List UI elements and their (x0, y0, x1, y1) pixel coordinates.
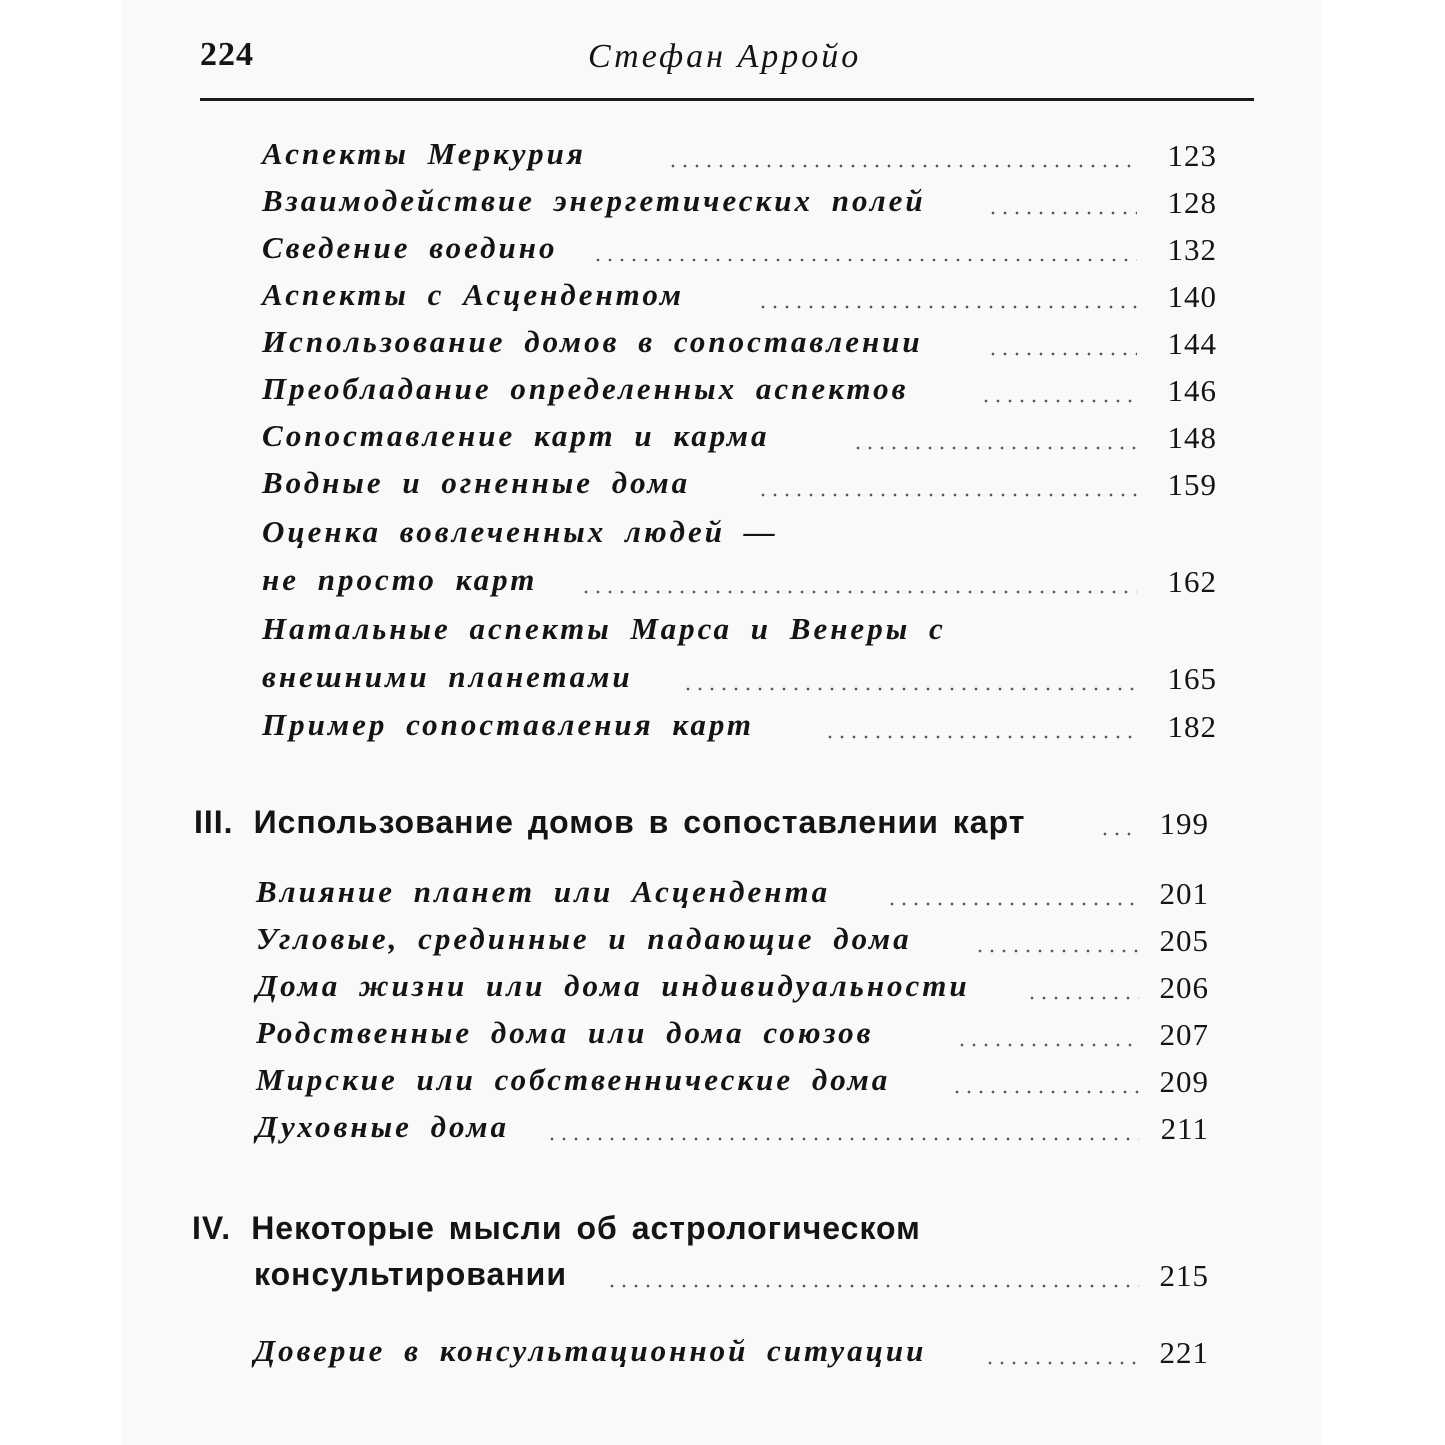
toc-entry-title: Водные и огненные дома (262, 465, 691, 500)
toc-page-number: 182 (1167, 709, 1217, 744)
toc-page-number: 159 (1167, 467, 1217, 502)
chapter-title-text: Некоторые мысли об астрологическом (251, 1210, 921, 1246)
toc-entry[interactable] (262, 659, 1217, 703)
dot-leader (980, 399, 1137, 403)
page-number: 224 (200, 36, 254, 73)
toc-entry-title: Аспекты с Асцендентом (262, 277, 684, 312)
toc-entry-title: Родственные дома или дома союзов (256, 1015, 874, 1050)
toc-entry-title: Оценка вовлеченных людей — (262, 514, 778, 549)
toc-entry[interactable] (254, 1333, 1209, 1377)
dot-leader (757, 305, 1137, 309)
toc-page-number: 144 (1167, 326, 1217, 361)
toc-page-number: 140 (1167, 279, 1217, 314)
toc-entry[interactable] (256, 1109, 1209, 1153)
toc-entry-title: не просто карт (262, 562, 538, 597)
toc-entry[interactable] (256, 874, 1209, 918)
dot-leader (984, 1361, 1139, 1365)
toc-page-number: 211 (1160, 1111, 1209, 1146)
toc-entry-title: Взаимодействие энергетических полей (262, 183, 926, 218)
toc-chapter-title (194, 804, 1025, 841)
toc-entry-line1[interactable] (262, 611, 1217, 655)
dot-leader (606, 1284, 1139, 1288)
dot-leader (667, 164, 1137, 168)
dot-leader (682, 687, 1137, 691)
toc-chapter-3[interactable] (194, 804, 1209, 848)
toc-entry-line1[interactable] (262, 514, 1217, 558)
toc-entry-title: Влияние планет или Асцендента (256, 874, 831, 909)
toc-entry[interactable] (256, 1062, 1209, 1106)
dot-leader (886, 902, 1139, 906)
toc-chapter-title: консультировании (254, 1256, 567, 1292)
toc-page-number: 221 (1159, 1335, 1209, 1370)
toc-entry-title: Натальные аспекты Марса и Венеры с (262, 611, 946, 646)
toc-page-number: 128 (1167, 185, 1217, 220)
running-head-author: Стефан Арройо (588, 38, 862, 75)
toc-entry-title: Сведение воедино (262, 230, 558, 265)
toc-entry[interactable] (262, 324, 1217, 368)
toc-page-number: 123 (1167, 138, 1217, 173)
toc-entry[interactable] (262, 136, 1217, 180)
toc-entry[interactable] (262, 277, 1217, 321)
toc-chapter-title (192, 1210, 921, 1247)
toc-entry[interactable] (262, 183, 1217, 227)
toc-entry[interactable] (262, 230, 1217, 274)
toc-entry-title: Дома жизни или дома индивидуальности (256, 968, 970, 1003)
chapter-title-text: Использование домов в сопоставлении карт (253, 804, 1026, 840)
toc-entry-title: Доверие в консультационной ситуации (254, 1333, 927, 1368)
toc-page-number: 162 (1167, 564, 1217, 599)
dot-leader (987, 211, 1137, 215)
toc-entry-title: Сопоставление карт и карма (262, 418, 770, 453)
toc-entry[interactable] (262, 465, 1217, 509)
toc-page-number: 206 (1159, 970, 1209, 1005)
toc-entry[interactable] (262, 562, 1217, 606)
toc-entry-title: Использование домов в сопоставлении (262, 324, 923, 359)
toc-page-number: 215 (1159, 1258, 1209, 1293)
toc-page-number: 201 (1159, 876, 1209, 911)
toc-chapter-4-line1[interactable] (192, 1210, 1209, 1254)
toc-page-number: 209 (1159, 1064, 1209, 1099)
toc-entry[interactable] (256, 1015, 1209, 1059)
toc-entry-title: Пример сопоставления карт (262, 707, 755, 742)
dot-leader (592, 258, 1137, 262)
toc-entry-title: внешними планетами (262, 659, 633, 694)
dot-leader (987, 352, 1137, 356)
dot-leader (546, 1137, 1139, 1141)
dot-leader (580, 590, 1137, 594)
dot-leader (852, 446, 1137, 450)
toc-page-number: 132 (1167, 232, 1217, 267)
toc-chapter-4[interactable] (254, 1256, 1209, 1300)
toc-entry-title: Аспекты Меркурия (262, 136, 586, 171)
toc-entry-title: Мирские или собственнические дома (256, 1062, 891, 1097)
dot-leader (974, 949, 1139, 953)
toc-entry[interactable] (262, 418, 1217, 462)
dot-leader (1026, 996, 1139, 1000)
toc-page-number: 146 (1167, 373, 1217, 408)
chapter-number: III. (194, 804, 234, 840)
dot-leader (956, 1043, 1139, 1047)
toc-entry[interactable] (256, 921, 1209, 965)
dot-leader (1099, 832, 1139, 836)
toc-entry-title: Угловые, срединные и падающие дома (256, 921, 912, 956)
dot-leader (951, 1090, 1139, 1094)
toc-entry[interactable] (262, 707, 1217, 751)
toc-page-number: 199 (1159, 806, 1209, 841)
toc-page-number: 205 (1159, 923, 1209, 958)
toc-entry-title: Духовные дома (256, 1109, 510, 1144)
toc-page-number: 165 (1167, 661, 1217, 696)
dot-leader (824, 735, 1137, 739)
toc-entry-title: Преобладание определенных аспектов (262, 371, 909, 406)
toc-page-number: 148 (1167, 420, 1217, 455)
dot-leader (757, 493, 1137, 497)
toc-page-number: 207 (1159, 1017, 1209, 1052)
toc-entry[interactable] (262, 371, 1217, 415)
toc-entry[interactable] (256, 968, 1209, 1012)
chapter-number: IV. (192, 1210, 232, 1246)
